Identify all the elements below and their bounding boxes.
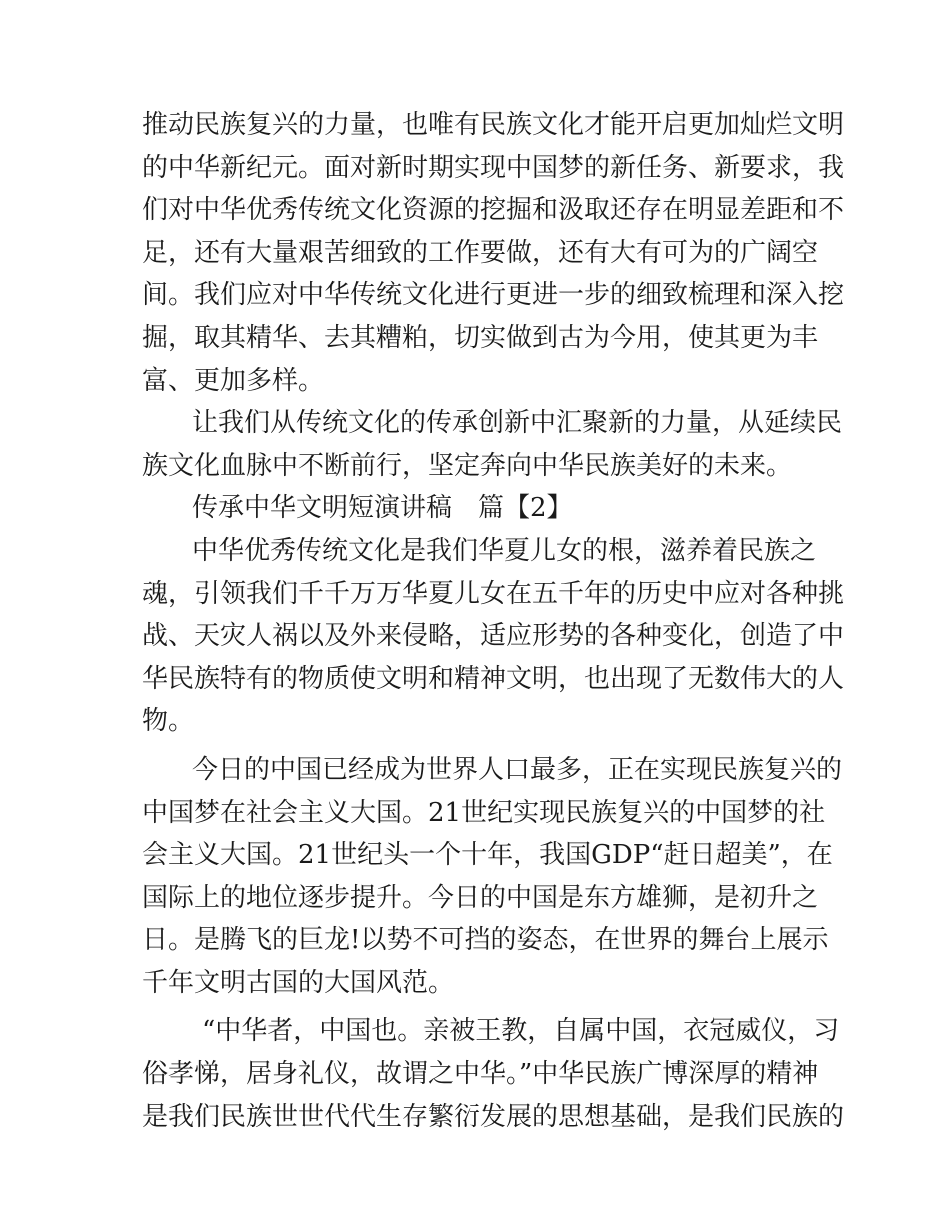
text-line: 掘，取其精华、去其糟粕，切实做到古为今用，使其更为丰: [142, 322, 819, 353]
text-line: 战、天灾人祸以及外来侵略，适应形势的各种变化，创造了中: [142, 621, 845, 652]
text-line: 华民族特有的物质使文明和精神文明，也出现了无数伟大的人: [142, 663, 845, 694]
text-line: 推动民族复兴的力量，也唯有民族文化才能开启更加灿烂文明: [142, 110, 845, 140]
text-line: “中华者，中国也。亲被王教，自属中国，衣冠威仪，习: [202, 1016, 840, 1047]
text-line: 富、更加多样。: [142, 365, 325, 396]
text-line: 中国梦在社会主义大国。21世纪实现民族复兴的中国梦的社: [142, 797, 826, 828]
text-line: 物。: [142, 706, 195, 737]
paragraph-3: [142, 530, 845, 743]
paragraph-5: [142, 1010, 845, 1138]
text-line: 国际上的地位逐步提升。今日的中国是东方雄狮，是初升之: [142, 882, 819, 913]
section-heading: [142, 487, 822, 530]
paragraph-2: [142, 402, 843, 487]
text-line: 族文化血脉中不断前行，坚定奔向中华民族美好的未来。: [142, 450, 793, 481]
text-line: 今日的中国已经成为世界人口最多，正在实现民族复兴的: [192, 754, 843, 785]
text-line: 间。我们应对中华传统文化进行更进一步的细致梳理和深入挖: [142, 280, 845, 311]
paragraph-1: [142, 104, 845, 402]
paragraph-4: [142, 749, 843, 1005]
text-line: 足，还有大量艰苦细致的工作要做，还有大有可为的广阔空: [142, 237, 819, 268]
text-line: 中华优秀传统文化是我们华夏儿女的根，滋养着民族之: [192, 535, 817, 566]
text-line: 的中华新纪元。面对新时期实现中国梦的新任务、新要求，我: [142, 152, 845, 183]
text-line: 是我们民族世世代代生存繁衍发展的思想基础，是我们民族的: [142, 1101, 845, 1132]
document-body: [142, 104, 845, 1138]
text-line: 魂，引领我们千千万万华夏儿女在五千年的历史中应对各种挑: [142, 578, 845, 609]
text-line: 千年文明古国的大国风范。: [142, 967, 455, 998]
text-line: 俗孝悌，居身礼仪，故谓之中华。”中华民族广博深厚的精神: [142, 1059, 819, 1090]
text-line: 们对中华优秀传统文化资源的挖掘和汲取还存在明显差距和不: [142, 195, 845, 226]
text-line: 会主义大国。21世纪头一个十年，我国GDP“赶日超美”，在: [142, 840, 833, 871]
text-line: 让我们从传统文化的传承创新中汇聚新的力量，从延续民: [192, 408, 843, 439]
text-line: 日。是腾飞的巨龙!以势不可挡的姿态，在世界的舞台上展示: [142, 925, 829, 956]
section-heading-text: 传承中华文明短演讲稿 篇【2】: [192, 493, 573, 524]
